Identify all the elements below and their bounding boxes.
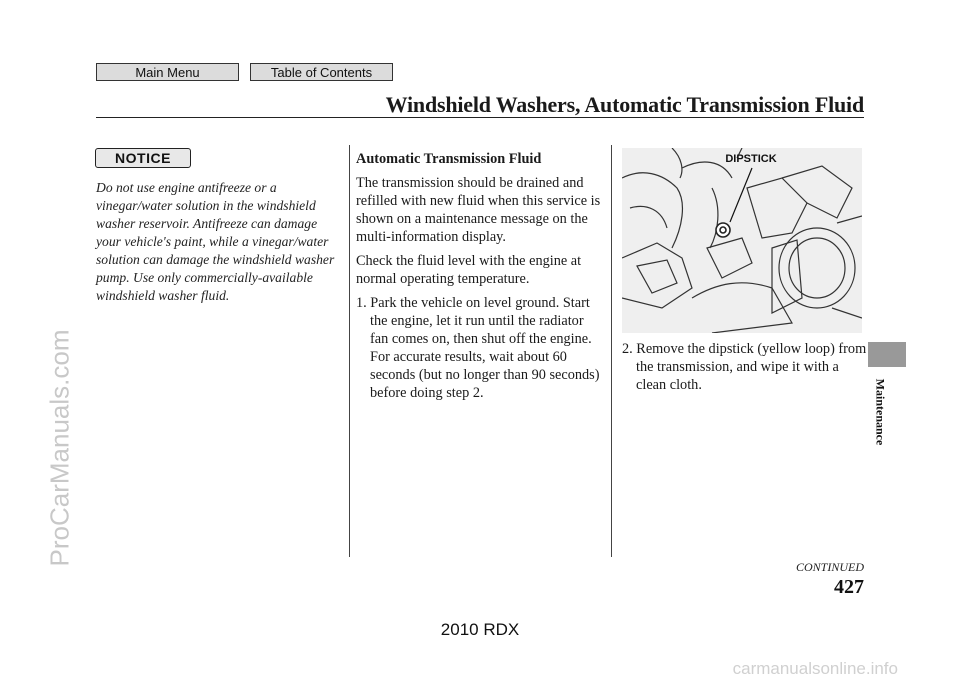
title-divider bbox=[96, 117, 864, 118]
column-divider-2 bbox=[611, 145, 612, 557]
atf-heading: Automatic Transmission Fluid bbox=[356, 151, 542, 167]
atf-step-2: 2. Remove the dipstick (yellow loop) from the transmission, and wipe it with a clean cloth. bbox=[622, 341, 867, 393]
atf-column bbox=[356, 150, 602, 408]
atf-check-instruction: Check the fluid level with the engine at normal operating temperature. bbox=[356, 253, 582, 287]
atf-step-1: 1. Park the vehicle on level ground. Start the engine, let it run until the radiator fan comes on, then shut off the engine. For accurate results, wait about 60 seconds (but no longer than 90 seconds) before doing step 2. bbox=[356, 295, 600, 401]
section-label: Maintenance bbox=[873, 378, 888, 446]
bottom-watermark: carmanualsonline.info bbox=[732, 659, 898, 678]
dipstick-illustration bbox=[622, 148, 862, 333]
page-number: 427 bbox=[834, 576, 864, 598]
notice-text: Do not use engine antifreeze or a vinegar/water solution in the windshield washer reservoir. Antifreeze can damage your vehicle's paint, while a vinegar/water solution can damage the windshield washer pump. Use only commercially-available windshield washer fluid. bbox=[96, 180, 335, 303]
table-of-contents-button[interactable]: Table of Contents bbox=[250, 63, 393, 81]
page-title: Windshield Washers, Automatic Transmission Fluid bbox=[385, 92, 864, 117]
step-2-column bbox=[622, 340, 868, 394]
notice-badge: NOTICE bbox=[95, 148, 191, 168]
side-watermark: ProCarManuals.com bbox=[44, 329, 75, 567]
continued-label: CONTINUED bbox=[795, 560, 864, 574]
dipstick-label: DIPSTICK bbox=[725, 153, 777, 165]
main-menu-button[interactable]: Main Menu bbox=[96, 63, 239, 81]
atf-intro: The transmission should be drained and refilled with new fluid when this service is shown on a maintenance message on the multi-information display. bbox=[356, 175, 601, 245]
section-tab bbox=[868, 342, 906, 367]
column-divider-1 bbox=[349, 145, 350, 557]
model-footer: 2010 RDX bbox=[440, 620, 520, 639]
engine-bay-drawing bbox=[622, 148, 862, 333]
